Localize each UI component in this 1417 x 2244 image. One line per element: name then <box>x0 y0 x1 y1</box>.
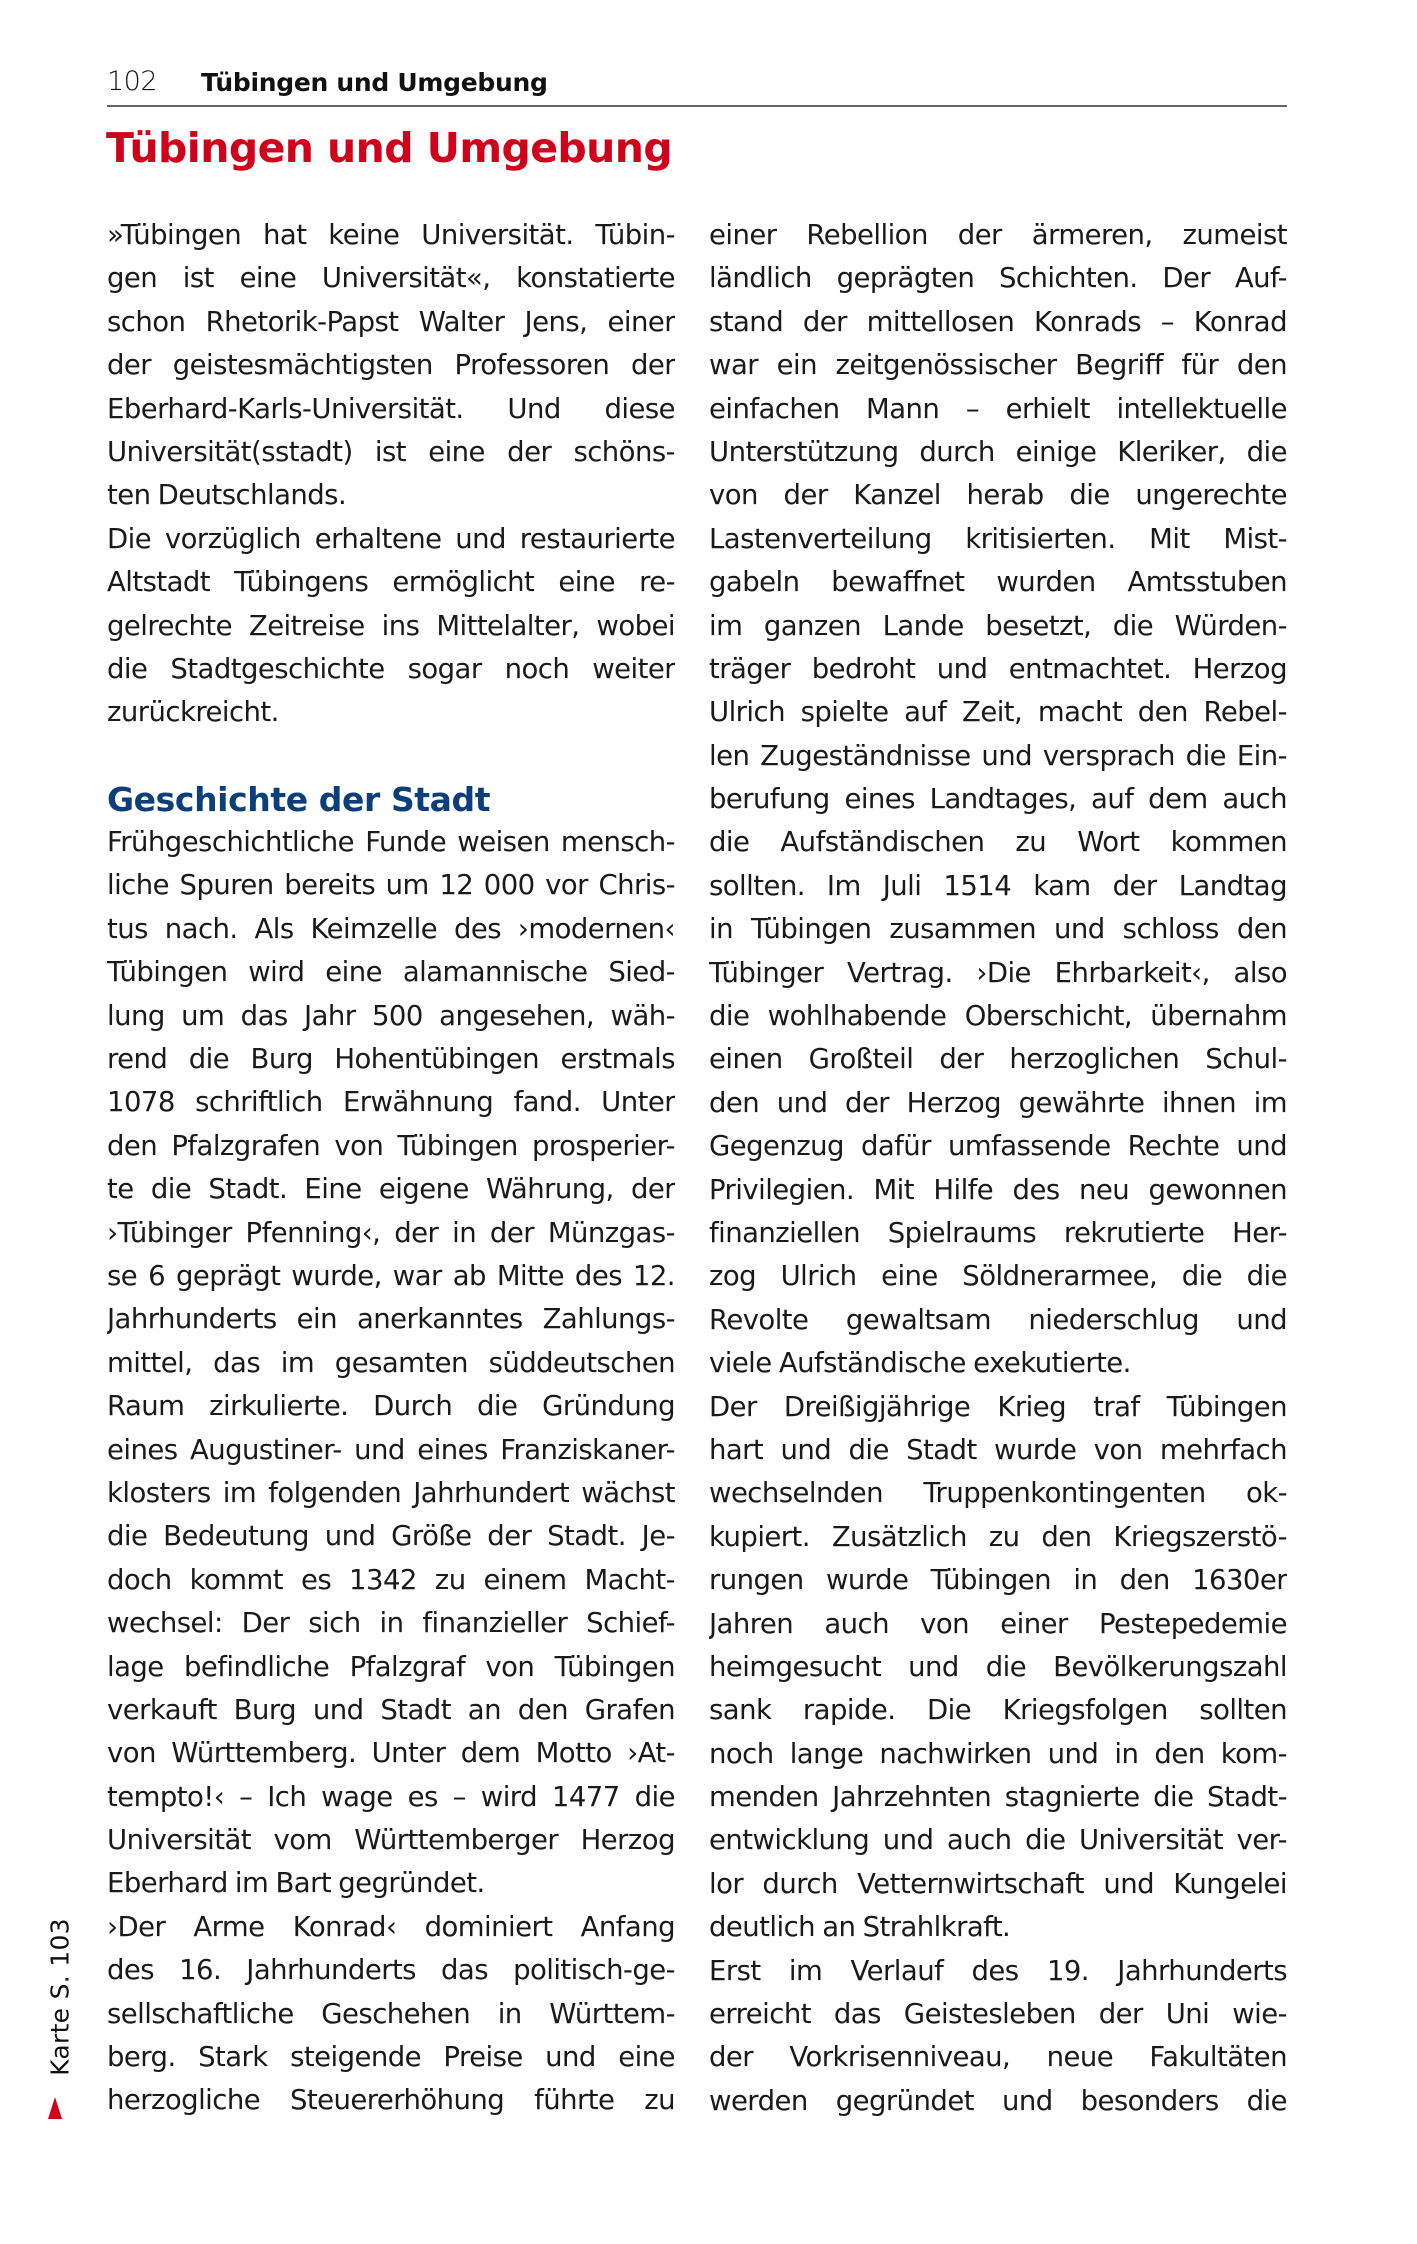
text-line: im ganzen Lande besetzt, die Würden- <box>709 609 1287 642</box>
text-line: wechselnden Truppenkontingenten ok- <box>709 1477 1287 1510</box>
text-line: ›Der Arme Konrad‹ dominiert Anfang <box>107 1910 675 1943</box>
text-line: lage befindliche Pfalzgraf von Tübingen <box>107 1650 675 1683</box>
text-line: Die vorzüglich erhaltene und restaurierte <box>107 522 675 555</box>
text-line: sank rapide. Die Kriegsfolgen sollten <box>709 1694 1287 1727</box>
text-line: herzogliche Steuererhöhung führte zu <box>107 2084 675 2117</box>
text-line: war ein zeitgenössischer Begriff für den <box>709 349 1287 382</box>
text-line: heimgesucht und die Bevölkerungszahl <box>709 1650 1287 1683</box>
map-reference-label[interactable]: Karte S. 103 <box>45 1918 75 2076</box>
text-line: rend die Burg Hohentübingen erstmals <box>107 1043 675 1076</box>
right-column <box>709 214 1287 2123</box>
text-line: Erst im Verlauf des 19. Jahrhunderts <box>709 1954 1287 1987</box>
map-reference-marker[interactable] <box>40 1912 80 2142</box>
text-line: in Tübingen zusammen und schloss den <box>709 913 1287 946</box>
text-line: Lastenverteilung kritisierten. Mit Mist- <box>709 522 1287 555</box>
text-line: lung um das Jahr 500 angesehen, wäh- <box>107 999 675 1032</box>
text-line: von der Kanzel herab die ungerechte <box>709 479 1287 512</box>
text-line: berg. Stark steigende Preise und eine <box>107 2041 675 2074</box>
text-line: ländlich geprägten Schichten. Der Auf- <box>709 262 1287 295</box>
text-line: ten Deutschlands. <box>107 479 347 512</box>
section-body <box>107 821 675 2123</box>
text-line: Jahren auch von einer Pestepedemie <box>709 1607 1287 1640</box>
text-line: Eberhard-Karls-Universität. Und diese <box>107 392 675 425</box>
text-line: Frühgeschichtliche Funde weisen mensch- <box>107 826 675 859</box>
text-line: »Tübingen hat keine Universität. Tübin- <box>107 219 675 251</box>
text-line: einfachen Mann – erhielt intellektuelle <box>709 392 1287 425</box>
text-line: werden gegründet und besonders die <box>709 2084 1287 2117</box>
text-line: stand der mittellosen Konrads – Konrad <box>709 305 1287 338</box>
text-line: Der Dreißigjährige Krieg traf Tübingen <box>709 1390 1287 1423</box>
text-line: Altstadt Tübingens ermöglicht eine re- <box>107 566 675 599</box>
text-line: die Stadtgeschichte sogar noch weiter <box>107 652 675 685</box>
text-line: einen Großteil der herzoglichen Schul- <box>709 1043 1287 1076</box>
text-line: tempto!‹ – Ich wage es – wird 1477 die <box>107 1780 675 1813</box>
text-line: der Vorkrisenniveau, neue Fakultäten <box>709 2041 1287 2074</box>
text-line: die Bedeutung und Größe der Stadt. Je- <box>107 1520 675 1553</box>
text-line: Privilegien. Mit Hilfe des neu gewonnen <box>709 1173 1287 1206</box>
text-line: mittel, das im gesamten süddeutschen <box>107 1346 675 1379</box>
text-line: gen ist eine Universität«, konstatierte <box>107 262 675 295</box>
text-line: 1078 schriftlich Erwähnung fand. Unter <box>107 1086 675 1119</box>
text-line: den und der Herzog gewährte ihnen im <box>709 1086 1287 1119</box>
text-line: menden Jahrzehnten stagnierte die Stadt- <box>709 1781 1287 1814</box>
left-column <box>107 214 675 2123</box>
text-line: Unterstützung durch einige Kleriker, die <box>709 435 1287 468</box>
text-line: den Pfalzgrafen von Tübingen prosperier- <box>107 1129 675 1162</box>
red-triangle-pointer-icon <box>48 2097 62 2119</box>
text-line: Gegenzug dafür umfassende Rechte und <box>709 1130 1287 1163</box>
text-line: eines Augustiner- und eines Franziskaner- <box>107 1433 675 1466</box>
text-line: Universität(sstadt) ist eine der schöns- <box>107 435 675 468</box>
running-head <box>107 66 1287 106</box>
text-line: viele Aufständische exekutierte. <box>709 1347 1131 1380</box>
text-line: zog Ulrich eine Söldnerarmee, die die <box>709 1260 1287 1293</box>
page-number: 102 <box>107 66 158 97</box>
intro-paragraphs <box>107 214 675 735</box>
text-line: finanziellen Spielraums rekrutierte Her- <box>709 1216 1287 1249</box>
text-line: hart und die Stadt wurde von mehrfach <box>709 1433 1287 1466</box>
text-line: sollten. Im Juli 1514 kam der Landtag <box>709 869 1287 902</box>
text-line: träger bedroht und entmachtet. Herzog <box>709 652 1287 685</box>
right-column-body <box>709 214 1287 2123</box>
text-line: erreicht das Geistesleben der Uni wie- <box>709 1998 1287 2031</box>
text-line: rungen wurde Tübingen in den 1630er <box>709 1564 1287 1597</box>
section-heading: Geschichte der Stadt <box>107 779 491 819</box>
text-line: Jahrhunderts ein anerkanntes Zahlungs- <box>107 1303 675 1336</box>
text-line: te die Stadt. Eine eigene Währung, der <box>107 1173 675 1206</box>
text-line: len Zugeständnisse und versprach die Ein- <box>709 739 1287 772</box>
text-line: kupiert. Zusätzlich zu den Kriegszerstö- <box>709 1520 1287 1553</box>
text-line: zurückreicht. <box>107 696 279 729</box>
text-line: Tübinger Vertrag. ›Die Ehrbarkeit‹, also <box>709 956 1287 989</box>
text-line: wechsel: Der sich in finanzieller Schief- <box>107 1607 675 1640</box>
text-line: gelrechte Zeitreise ins Mittelalter, wobei <box>107 609 675 642</box>
text-line: der geistesmächtigsten Professoren der <box>107 349 675 382</box>
text-line: Ulrich spielte auf Zeit, macht den Rebel- <box>709 696 1287 729</box>
running-head-title: Tübingen und Umgebung <box>201 68 548 97</box>
text-line: berufung eines Landtages, auf dem auch <box>709 783 1287 816</box>
text-line: deutlich an Strahlkraft. <box>709 1911 1011 1944</box>
text-line: die wohlhabende Oberschicht, übernahm <box>709 1000 1287 1033</box>
text-line: schon Rhetorik-Papst Walter Jens, einer <box>107 305 675 338</box>
text-line: sellschaftliche Geschehen in Württem- <box>107 1997 675 2030</box>
text-line: Tübingen wird eine alamannische Sied- <box>107 956 675 989</box>
text-line: Universität vom Württemberger Herzog <box>107 1824 675 1857</box>
chapter-title: Tübingen und Umgebung <box>106 124 673 172</box>
text-line: lor durch Vetternwirtschaft und Kungelei <box>709 1867 1287 1900</box>
text-line: Raum zirkulierte. Durch die Gründung <box>107 1390 675 1423</box>
text-line: verkauft Burg und Stadt an den Grafen <box>107 1693 675 1726</box>
header-rule-divider <box>107 105 1287 107</box>
text-line: liche Spuren bereits um 12 000 vor Chris- <box>107 869 675 902</box>
text-line: klosters im folgenden Jahrhundert wächst <box>107 1476 675 1509</box>
text-line: Eberhard im Bart gegründet. <box>107 1867 485 1900</box>
text-line: doch kommt es 1342 zu einem Macht- <box>107 1563 675 1596</box>
text-line: entwicklung und auch die Universität ver- <box>709 1824 1287 1857</box>
text-line: noch lange nachwirken und in den kom- <box>709 1737 1287 1770</box>
text-line: gabeln bewaffnet wurden Amtsstuben <box>709 566 1287 599</box>
text-line: einer Rebellion der ärmeren, zumeist <box>709 219 1287 251</box>
text-line: Revolte gewaltsam niederschlug und <box>709 1303 1287 1336</box>
text-line: tus nach. Als Keimzelle des ›modernen‹ <box>107 912 675 945</box>
text-line: se 6 geprägt wurde, war ab Mitte des 12. <box>107 1259 675 1292</box>
text-line: ›Tübinger Pfenning‹, der in der Münzgas- <box>107 1216 675 1249</box>
text-line: die Aufständischen zu Wort kommen <box>709 826 1287 859</box>
text-line: von Württemberg. Unter dem Motto ›At- <box>107 1737 675 1770</box>
text-line: des 16. Jahrhunderts das politisch-ge- <box>107 1954 675 1987</box>
